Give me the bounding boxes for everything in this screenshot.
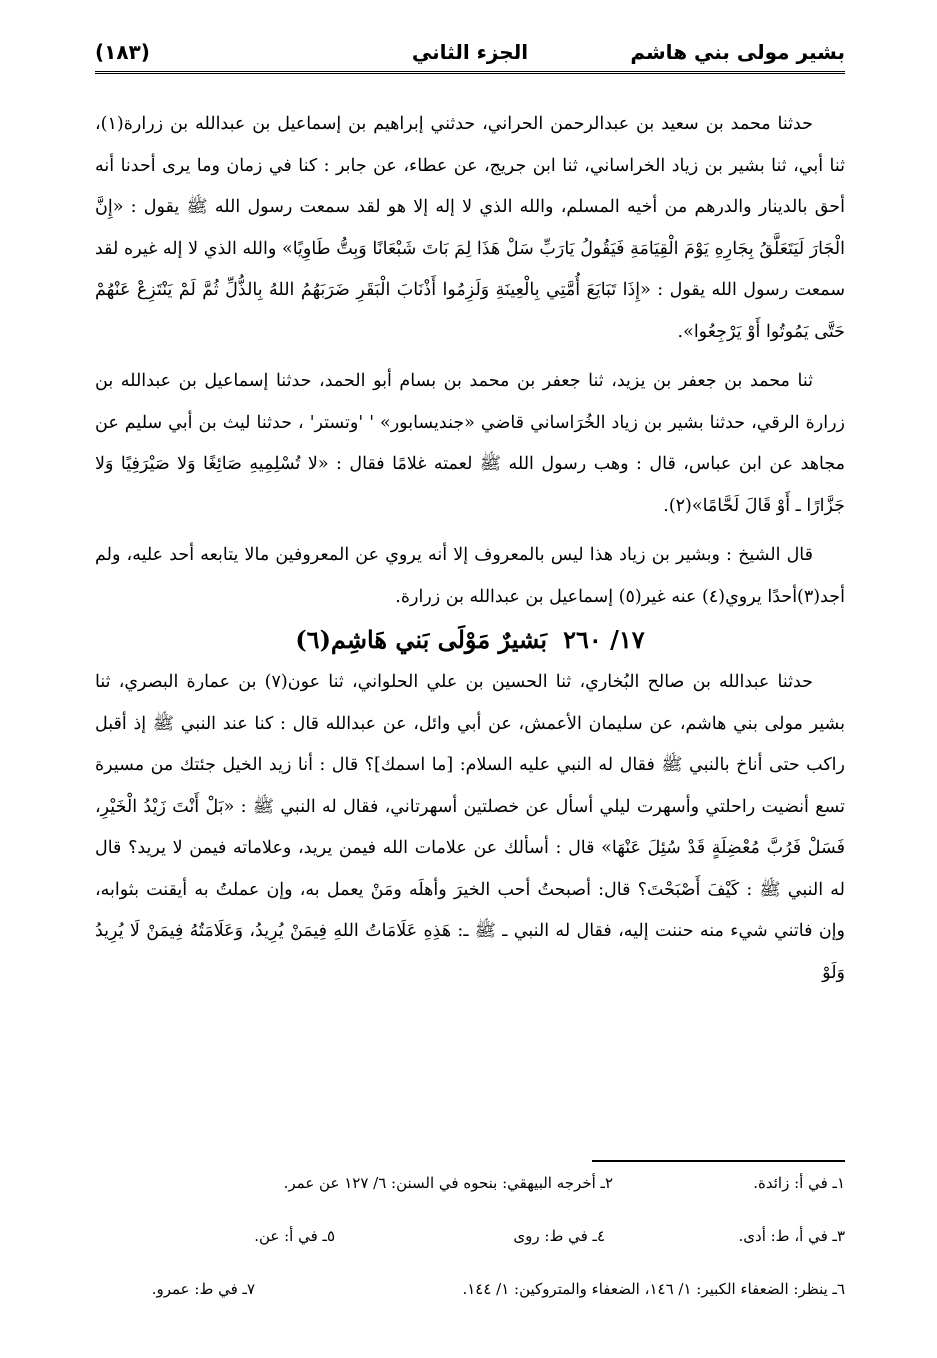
footnote-4: ٤ـ في ط: روى: [513, 1227, 605, 1245]
hadith-paragraph-2: ثنا محمد بن جعفر بن يزيد، ثنا جعفر بن محمد بن بسام أبو الحمد، حدثنا إسماعيل بن عبدالله بن زرارة الرقي، حدثنا بشير بن زياد الخُرَاساني قاضي «جنديسابور» ' 'وتستر' ، حدثنا ليث بن أبي سليم عن مجاهد عن ابن عباس، قال : وهب رسول الله ﷺ لعمته غلامًا فقال : «لا تُسْلِمِيهِ صَائِغًا وَلا صَيْرَفِيًا وَلا جَزَّارًا ـ أَوْ قَالَ لَحَّامًا»(٢).: [95, 371, 845, 516]
page-number: (١٨٣): [95, 40, 150, 64]
header-title: بشير مولى بني هاشم: [630, 40, 845, 64]
entry-name: بَشيرٌ مَوْلَى بَني هَاشِم(٦): [295, 625, 548, 654]
hadith-paragraph-1: حدثنا محمد بن سعيد بن عبدالرحمن الحراني، حدثني إبراهيم بن إسماعيل بن عبدالله بن زرارة(١)، ثنا أبي، ثنا بشير بن زياد الخراساني، ثنا ابن جريج، عن عطاء، عن جابر : كنا في زمان وما يرى أحدنا أنه أحق بالدينار والدرهم من أخيه المسلم، والله الذي لا إله إلا هو لقد سمعت رسول الله ﷺ يقول : «إِنَّ الْجَارَ لَيَتَعَلَّقُ بِجَارِهِ يَوْمَ الْقِيَامَةِ فَيَقُولُ يَارَبِّ سَلْ هَذَا لِمَ بَاتَ شَبْعَانًا وَبِتُّ طَاوِيًا» والله الذي لا إله غيره لقد سمعت رسول الله يقول : «إِذَا تَبَايَعَ أُمَّتِي بِالْعِينَةِ وَلَزِمُوا أَذْنَابَ الْبَقَرِ ضَرَبَهُمُ اللهُ بِالذُّلِّ ثُمَّ لَمْ يَنْتَزِعْ عَنْهُمْ حَتَّى يَمُوتُوا أَوْ يَرْجِعُوا».: [95, 114, 845, 342]
footnote-row: [95, 1227, 845, 1280]
footnote-3: ٣ـ في أ، ط: أدى.: [738, 1227, 845, 1245]
commentary-paragraph: قال الشيخ : وبشير بن زياد هذا ليس بالمعروف إلا أنه يروي عن المعروفين مالا يتابعه أحد عليه، ولم أجد(٣)أحدًا يروي(٤) عنه غير(٥) إسماعيل بن عبدالله بن زرارة.: [95, 545, 845, 607]
entry-number: ١٧/ ٢٦٠: [563, 625, 645, 654]
header-rule: [95, 71, 845, 74]
footnote-rule: [592, 1160, 845, 1162]
footnote-5: ٥ـ في أ: عن.: [254, 1227, 335, 1245]
footnote-1: ١ـ في أ: زائدة.: [753, 1174, 845, 1192]
footnotes: [95, 1174, 845, 1333]
running-header: [95, 34, 845, 74]
header-section: الجزء الثاني: [411, 40, 529, 64]
entry-heading: [95, 618, 845, 662]
footnote-row: [95, 1174, 845, 1227]
main-text: [95, 104, 845, 994]
hadith-paragraph-3: حدثنا عبدالله بن صالح البُخاري، ثنا الحسين بن علي الحلواني، ثنا عون(٧) بن عمارة البصري، ثنا بشير مولى بني هاشم، عن سليمان الأعمش، عن أبي وائل، عن عبدالله قال : كنا عند النبي ﷺ إذ أقبل راكب حتى أناخ بالنبي ﷺ فقال له النبي عليه السلام: [ما اسمك]؟ قال : أنا زيد الخيل جئتك من مسيرة تسع أنضيت راحلتي وأسهرت ليلي أسأل عن خصلتين أسهرتاني، فقال له النبي ﷺ : «بَلْ أَنْتَ زَيْدُ الْخَيْرِ، فَسَلْ فَرُبَّ مُعْضِلَةٍ قَدْ سُئِلَ عَنْهَا» قال : أسألك عن علامات الله فيمن يريد، وعلاماته فيمن لا يريد؟ قال له النبي ﷺ : كَيْفَ أَصْبَحْتَ؟ قال: أصبحتُ أحب الخيرَ وأهلَه ومَنْ يعمل به، وإن عملتُ به أيقنت بثوابه، وإن فاتني شيء منه حننت إليه، فقال له النبي ـ ﷺ ـ: هَذِهِ عَلَامَاتُ اللهِ فِيمَنْ يُرِيدُ، وَعَلَامَتُهُ فِيمَنْ لَا يُرِيدُ وَلَوْ: [95, 672, 845, 983]
footnote-6: ٦ـ ينظر: الضعفاء الكبير: ١/ ١٤٦، الضعفاء والمتروكين: ١/ ١٤٤.: [462, 1280, 845, 1298]
footnote-7: ٧ـ في ط: عمرو.: [151, 1280, 255, 1298]
footnote-row: [95, 1280, 845, 1333]
footnote-2: ٢ـ أخرجه البيهقي: بنحوه في السنن: ٦/ ١٢٧ عن عمر.: [283, 1174, 613, 1192]
